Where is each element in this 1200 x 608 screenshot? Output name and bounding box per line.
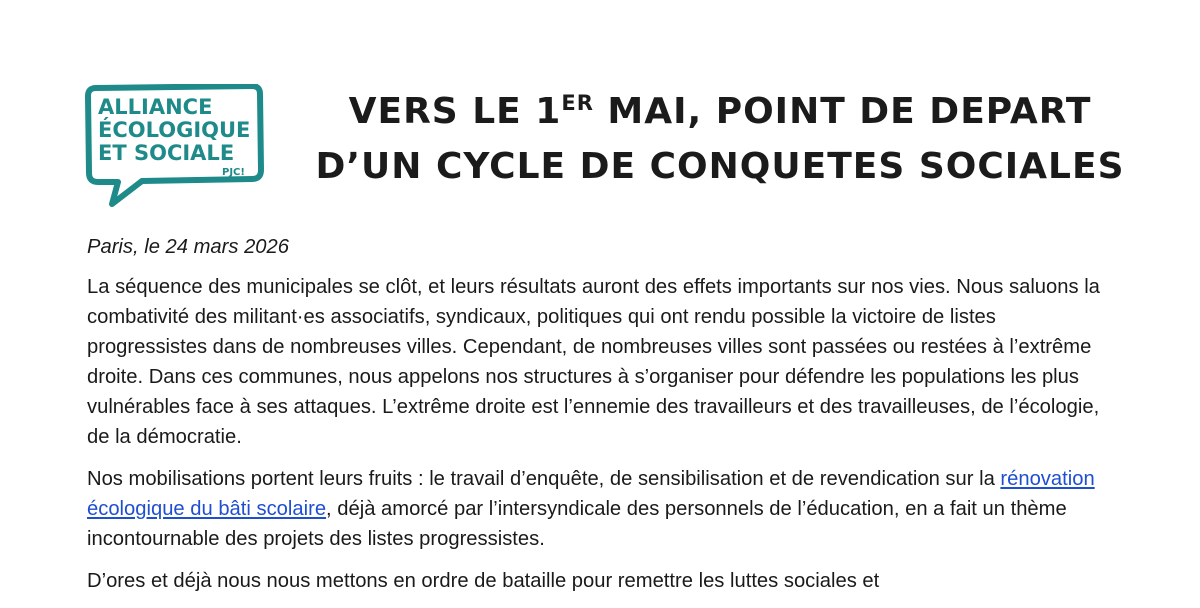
paragraph-1: La séquence des municipales se clôt, et leurs résultats auront des effets importants sur nos vies. Nous saluons la combativité des militant·es associatifs, syndicaux, politiques qui ont rendu possible la victoire de listes progressistes dans de nombreuses villes. Cependant, de nombreuses villes sont passées ou restées à l’extrême droite. Dans ces communes, nous appelons nos structures à s’organiser pour défendre les populations les plus vulnérables face à ses attaques. L’extrême droite est l’ennemie des travailleurs et des travailleuses, de l’écologie, de la démocratie. [87, 276, 1100, 448]
headline-line-2: D’UN CYCLE DE CONQUETES SOCIALES [315, 146, 1125, 187]
page-headline [300, 84, 1140, 194]
alliance-logo [84, 84, 266, 208]
headline-line-1 [349, 91, 1092, 132]
headline-line-1-prefix: VERS LE 1 [348, 91, 562, 132]
letter-body [87, 232, 1117, 608]
speech-bubble-logo-icon [84, 84, 266, 208]
headline-superscript: ER [561, 91, 594, 115]
logo-line-3: ET SOCIALE [98, 141, 235, 165]
renovation-link[interactable]: rénovation écologique du bâti scolaire [87, 468, 1095, 520]
dateline: Paris, le 24 mars 2026 [87, 236, 289, 258]
paragraph-2-text-before: Nos mobilisations portent leurs fruits : le travail d’enquête, de sensibilisation et de revendication sur la [87, 468, 1001, 490]
paragraph-3: D’ores et déjà nous nous mettons en ordre de bataille pour remettre les luttes sociales et [87, 570, 880, 592]
paragraph-2-text-after: , déjà amorcé par l’intersyndicale des personnels de l’éducation, en a fait un thème incontournable des projets des listes progressistes. [87, 498, 1067, 550]
logo-line-2: ÉCOLOGIQUE [98, 118, 251, 142]
logo-subtitle: PJC! [222, 167, 245, 178]
paragraph-2 [87, 464, 1117, 554]
headline-line-1-suffix: MAI, POINT DE DEPART [593, 91, 1092, 132]
logo-line-1: ALLIANCE [98, 95, 213, 119]
